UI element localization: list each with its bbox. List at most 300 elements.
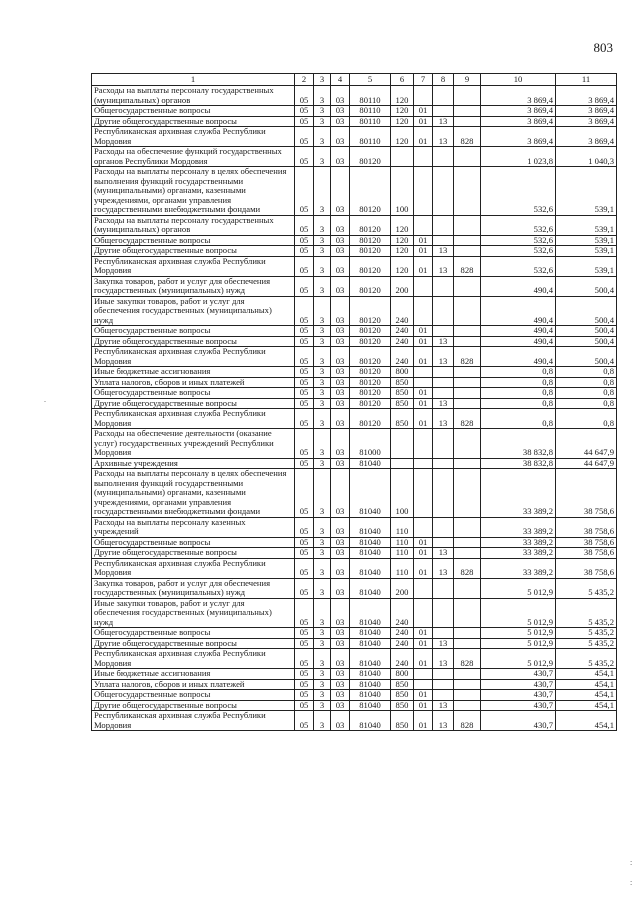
cell-cs: 80120 [350, 377, 391, 388]
cell-sum-2020: 0,8 [556, 388, 617, 399]
header-cell-grbs: 9 [454, 74, 481, 86]
cell-subprogram: 3 [314, 578, 331, 598]
cell-subsection [433, 679, 454, 690]
cell-ministry: 03 [331, 638, 350, 649]
table-row [92, 598, 617, 628]
table-row [92, 458, 617, 469]
cell-sum-2019: 430,7 [481, 690, 556, 701]
cell-subsection [433, 215, 454, 235]
cell-section: 01 [414, 336, 433, 347]
cell-name: Другие общегосударственные вопросы [92, 700, 295, 711]
cell-grbs [454, 377, 481, 388]
cell-grbs [454, 235, 481, 246]
cell-cs: 81040 [350, 690, 391, 701]
table-header [92, 74, 617, 86]
cell-name: Общегосударственные вопросы [92, 326, 295, 337]
cell-grbs [454, 296, 481, 326]
cell-name: Другие общегосударственные вопросы [92, 638, 295, 649]
cell-article: 05 [295, 116, 314, 127]
cell-ministry: 03 [331, 246, 350, 257]
cell-name: Общегосударственные вопросы [92, 628, 295, 639]
cell-ministry: 03 [331, 106, 350, 117]
budget-table [91, 73, 617, 731]
cell-cs: 81040 [350, 537, 391, 548]
cell-section: 01 [414, 628, 433, 639]
cell-name: Иные бюджетные ассигнования [92, 669, 295, 680]
cell-article: 05 [295, 409, 314, 429]
cell-name: Закупка товаров, работ и услуг для обеспечения государственных (муниципальных) нужд [92, 578, 295, 598]
cell-sum-2019: 5 012,9 [481, 628, 556, 639]
cell-sum-2020: 500,4 [556, 336, 617, 347]
cell-subprogram: 3 [314, 388, 331, 399]
cell-subsection [433, 388, 454, 399]
cell-sum-2019: 5 012,9 [481, 578, 556, 598]
cell-name: Иные бюджетные ассигнования [92, 367, 295, 378]
cell-grbs [454, 116, 481, 127]
cell-sum-2019: 33 389,2 [481, 558, 556, 578]
cell-sum-2019: 430,7 [481, 669, 556, 680]
cell-subsection [433, 86, 454, 106]
cell-subprogram: 3 [314, 167, 331, 216]
cell-sum-2020: 0,8 [556, 398, 617, 409]
cell-ministry: 03 [331, 336, 350, 347]
cell-article: 05 [295, 127, 314, 147]
table-row [92, 167, 617, 216]
cell-article: 05 [295, 296, 314, 326]
cell-sum-2019: 5 012,9 [481, 598, 556, 628]
cell-subsection [433, 537, 454, 548]
cell-section [414, 578, 433, 598]
cell-sum-2020: 3 869,4 [556, 86, 617, 106]
cell-subprogram: 3 [314, 679, 331, 690]
table-row [92, 537, 617, 548]
cell-grbs [454, 326, 481, 337]
cell-ministry: 03 [331, 215, 350, 235]
cell-sum-2019: 532,6 [481, 215, 556, 235]
cell-sum-2019: 33 389,2 [481, 469, 556, 518]
margin-mark: : [630, 878, 633, 887]
table-row [92, 367, 617, 378]
cell-vr: 110 [391, 558, 414, 578]
cell-sum-2019: 490,4 [481, 276, 556, 296]
cell-subsection [433, 377, 454, 388]
cell-name: Республиканская архивная служба Республики Мордовия [92, 256, 295, 276]
cell-subsection: 13 [433, 649, 454, 669]
table-row [92, 215, 617, 235]
cell-sum-2019: 5 012,9 [481, 638, 556, 649]
table-row [92, 548, 617, 559]
cell-name: Расходы на выплаты персоналу государственных (муниципальных) органов [92, 86, 295, 106]
cell-cs: 81040 [350, 598, 391, 628]
cell-section: 01 [414, 398, 433, 409]
cell-grbs [454, 578, 481, 598]
cell-ministry: 03 [331, 700, 350, 711]
cell-article: 05 [295, 326, 314, 337]
cell-vr: 240 [391, 296, 414, 326]
table-body [92, 86, 617, 731]
cell-sum-2019: 532,6 [481, 235, 556, 246]
cell-subprogram: 3 [314, 147, 331, 167]
cell-subprogram: 3 [314, 296, 331, 326]
page-number: 803 [593, 40, 613, 55]
cell-name: Другие общегосударственные вопросы [92, 336, 295, 347]
table-row [92, 116, 617, 127]
cell-name: Иные закупки товаров, работ и услуг для обеспечения государственных (муниципальных) нужд [92, 598, 295, 628]
cell-article: 05 [295, 679, 314, 690]
cell-subprogram: 3 [314, 336, 331, 347]
cell-vr: 100 [391, 469, 414, 518]
cell-sum-2020: 3 869,4 [556, 127, 617, 147]
cell-name: Расходы на выплаты персоналу в целях обеспечения выполнения функций государственными (муниципальными) органами, казенными учреждениями, органами управления государственными внебюджетными фондами [92, 469, 295, 518]
cell-name: Закупка товаров, работ и услуг для обеспечения государственных (муниципальных) нужд [92, 276, 295, 296]
cell-cs: 81040 [350, 649, 391, 669]
cell-article: 05 [295, 469, 314, 518]
cell-cs: 80120 [350, 147, 391, 167]
cell-article: 05 [295, 398, 314, 409]
cell-subsection [433, 147, 454, 167]
cell-grbs [454, 628, 481, 639]
header-cell-ministry: 4 [331, 74, 350, 86]
header-cell-sum-2019: 10 [481, 74, 556, 86]
cell-name: Расходы на обеспечение функций государственных органов Республики Мордовия [92, 147, 295, 167]
cell-subsection [433, 458, 454, 469]
cell-sum-2019: 532,6 [481, 167, 556, 216]
cell-subprogram: 3 [314, 548, 331, 559]
cell-subsection [433, 669, 454, 680]
cell-sum-2019: 3 869,4 [481, 106, 556, 117]
cell-cs: 81040 [350, 679, 391, 690]
table-row [92, 235, 617, 246]
cell-ministry: 03 [331, 711, 350, 731]
cell-article: 05 [295, 638, 314, 649]
cell-section: 01 [414, 106, 433, 117]
cell-sum-2019: 430,7 [481, 700, 556, 711]
cell-sum-2020: 454,1 [556, 679, 617, 690]
table-row [92, 517, 617, 537]
cell-name: Общегосударственные вопросы [92, 388, 295, 399]
cell-subprogram: 3 [314, 558, 331, 578]
cell-subsection [433, 106, 454, 117]
cell-article: 05 [295, 86, 314, 106]
table-row [92, 409, 617, 429]
cell-subsection: 13 [433, 246, 454, 257]
cell-section: 01 [414, 246, 433, 257]
cell-cs: 81040 [350, 711, 391, 731]
cell-subprogram: 3 [314, 256, 331, 276]
cell-article: 05 [295, 690, 314, 701]
cell-section [414, 669, 433, 680]
cell-cs: 80120 [350, 326, 391, 337]
cell-cs: 80110 [350, 86, 391, 106]
cell-ministry: 03 [331, 326, 350, 337]
cell-grbs [454, 147, 481, 167]
cell-section: 01 [414, 558, 433, 578]
cell-subprogram: 3 [314, 638, 331, 649]
cell-name: Республиканская архивная служба Республики Мордовия [92, 649, 295, 669]
cell-sum-2020: 539,1 [556, 235, 617, 246]
cell-cs: 80120 [350, 276, 391, 296]
cell-subsection: 13 [433, 638, 454, 649]
cell-subprogram: 3 [314, 669, 331, 680]
cell-vr: 240 [391, 347, 414, 367]
cell-ministry: 03 [331, 537, 350, 548]
cell-grbs [454, 537, 481, 548]
cell-article: 05 [295, 548, 314, 559]
cell-ministry: 03 [331, 127, 350, 147]
cell-cs: 80120 [350, 296, 391, 326]
cell-section [414, 429, 433, 459]
cell-cs: 80110 [350, 127, 391, 147]
cell-cs: 80120 [350, 167, 391, 216]
cell-section: 01 [414, 388, 433, 399]
cell-name: Республиканская архивная служба Республики Мордовия [92, 711, 295, 731]
cell-article: 05 [295, 711, 314, 731]
cell-cs: 81040 [350, 700, 391, 711]
cell-vr: 800 [391, 367, 414, 378]
cell-subsection [433, 469, 454, 518]
cell-cs: 80110 [350, 106, 391, 117]
cell-sum-2019: 490,4 [481, 347, 556, 367]
cell-grbs [454, 398, 481, 409]
cell-sum-2020: 500,4 [556, 347, 617, 367]
cell-ministry: 03 [331, 690, 350, 701]
cell-grbs: 828 [454, 711, 481, 731]
table-row [92, 700, 617, 711]
cell-section [414, 215, 433, 235]
cell-sum-2019: 0,8 [481, 377, 556, 388]
cell-vr: 850 [391, 700, 414, 711]
cell-subsection: 13 [433, 256, 454, 276]
cell-ministry: 03 [331, 558, 350, 578]
cell-sum-2020: 539,1 [556, 246, 617, 257]
cell-sum-2019: 490,4 [481, 326, 556, 337]
cell-subprogram: 3 [314, 235, 331, 246]
cell-subsection [433, 296, 454, 326]
table-row [92, 86, 617, 106]
cell-sum-2020: 44 647,9 [556, 458, 617, 469]
cell-section [414, 276, 433, 296]
cell-subsection: 13 [433, 711, 454, 731]
cell-sum-2020: 539,1 [556, 215, 617, 235]
cell-cs: 80120 [350, 235, 391, 246]
cell-subprogram: 3 [314, 690, 331, 701]
cell-ministry: 03 [331, 598, 350, 628]
cell-article: 05 [295, 215, 314, 235]
cell-vr: 240 [391, 649, 414, 669]
cell-article: 05 [295, 377, 314, 388]
cell-subprogram: 3 [314, 246, 331, 257]
cell-sum-2020: 5 435,2 [556, 578, 617, 598]
cell-article: 05 [295, 167, 314, 216]
cell-vr: 120 [391, 86, 414, 106]
cell-section: 01 [414, 409, 433, 429]
cell-sum-2020: 5 435,2 [556, 638, 617, 649]
cell-grbs: 828 [454, 409, 481, 429]
cell-sum-2020: 3 869,4 [556, 116, 617, 127]
cell-ministry: 03 [331, 458, 350, 469]
header-cell-subprogram: 3 [314, 74, 331, 86]
cell-subsection [433, 167, 454, 216]
cell-sum-2020: 1 040,3 [556, 147, 617, 167]
cell-article: 05 [295, 598, 314, 628]
cell-sum-2019: 490,4 [481, 296, 556, 326]
header-cell-article: 2 [295, 74, 314, 86]
cell-cs: 80120 [350, 388, 391, 399]
cell-subsection [433, 326, 454, 337]
cell-cs: 80120 [350, 367, 391, 378]
cell-article: 05 [295, 458, 314, 469]
cell-subsection [433, 690, 454, 701]
cell-vr [391, 147, 414, 167]
cell-cs: 80110 [350, 116, 391, 127]
cell-sum-2020: 44 647,9 [556, 429, 617, 459]
cell-grbs [454, 598, 481, 628]
table-row [92, 326, 617, 337]
cell-section: 01 [414, 700, 433, 711]
cell-vr: 850 [391, 409, 414, 429]
cell-cs: 81040 [350, 669, 391, 680]
cell-section: 01 [414, 649, 433, 669]
header-cell-vr: 6 [391, 74, 414, 86]
cell-section [414, 517, 433, 537]
cell-vr: 120 [391, 235, 414, 246]
cell-section [414, 458, 433, 469]
cell-sum-2020: 5 435,2 [556, 649, 617, 669]
cell-name: Общегосударственные вопросы [92, 690, 295, 701]
cell-subprogram: 3 [314, 628, 331, 639]
cell-vr: 120 [391, 215, 414, 235]
cell-vr: 120 [391, 116, 414, 127]
cell-sum-2020: 5 435,2 [556, 598, 617, 628]
cell-article: 05 [295, 367, 314, 378]
cell-grbs: 828 [454, 558, 481, 578]
cell-section: 01 [414, 127, 433, 147]
cell-cs: 80120 [350, 215, 391, 235]
cell-sum-2019: 430,7 [481, 711, 556, 731]
cell-subsection [433, 517, 454, 537]
cell-article: 05 [295, 388, 314, 399]
cell-name: Расходы на выплаты персоналу государственных (муниципальных) органов [92, 215, 295, 235]
cell-cs: 81040 [350, 578, 391, 598]
cell-sum-2020: 500,4 [556, 296, 617, 326]
cell-section: 01 [414, 537, 433, 548]
cell-section [414, 377, 433, 388]
table-row [92, 628, 617, 639]
cell-ministry: 03 [331, 167, 350, 216]
cell-ministry: 03 [331, 628, 350, 639]
cell-vr: 120 [391, 127, 414, 147]
cell-section: 01 [414, 235, 433, 246]
cell-section: 01 [414, 116, 433, 127]
cell-grbs [454, 429, 481, 459]
margin-mark: : [630, 858, 633, 867]
cell-grbs: 828 [454, 127, 481, 147]
cell-name: Другие общегосударственные вопросы [92, 548, 295, 559]
cell-name: Общегосударственные вопросы [92, 235, 295, 246]
cell-article: 05 [295, 235, 314, 246]
cell-vr: 850 [391, 388, 414, 399]
cell-vr: 120 [391, 256, 414, 276]
cell-sum-2020: 454,1 [556, 700, 617, 711]
cell-sum-2020: 38 758,6 [556, 548, 617, 559]
cell-vr: 850 [391, 679, 414, 690]
cell-vr: 110 [391, 548, 414, 559]
cell-vr: 240 [391, 336, 414, 347]
cell-section: 01 [414, 548, 433, 559]
cell-article: 05 [295, 347, 314, 367]
cell-vr: 110 [391, 517, 414, 537]
cell-sum-2020: 38 758,6 [556, 469, 617, 518]
table-row [92, 578, 617, 598]
cell-sum-2020: 454,1 [556, 690, 617, 701]
cell-vr: 200 [391, 578, 414, 598]
cell-name: Общегосударственные вопросы [92, 537, 295, 548]
cell-section: 01 [414, 638, 433, 649]
cell-ministry: 03 [331, 669, 350, 680]
cell-sum-2019: 532,6 [481, 256, 556, 276]
cell-sum-2020: 38 758,6 [556, 537, 617, 548]
table-row [92, 690, 617, 701]
cell-section [414, 598, 433, 628]
cell-subsection [433, 628, 454, 639]
cell-sum-2019: 1 023,8 [481, 147, 556, 167]
cell-grbs: 828 [454, 347, 481, 367]
cell-name: Расходы на выплаты персоналу казенных учреждений [92, 517, 295, 537]
cell-subprogram: 3 [314, 367, 331, 378]
cell-ministry: 03 [331, 409, 350, 429]
cell-subsection: 13 [433, 548, 454, 559]
cell-section [414, 367, 433, 378]
cell-subprogram: 3 [314, 537, 331, 548]
cell-name: Общегосударственные вопросы [92, 106, 295, 117]
cell-grbs [454, 469, 481, 518]
cell-subprogram: 3 [314, 127, 331, 147]
cell-sum-2020: 539,1 [556, 167, 617, 216]
cell-grbs [454, 336, 481, 347]
cell-ministry: 03 [331, 649, 350, 669]
cell-grbs [454, 458, 481, 469]
header-cell-name: 1 [92, 74, 295, 86]
cell-sum-2019: 33 389,2 [481, 537, 556, 548]
cell-grbs [454, 638, 481, 649]
cell-sum-2019: 0,8 [481, 409, 556, 429]
cell-section: 01 [414, 347, 433, 367]
cell-subprogram: 3 [314, 347, 331, 367]
cell-vr: 850 [391, 711, 414, 731]
cell-subprogram: 3 [314, 711, 331, 731]
cell-grbs: 828 [454, 649, 481, 669]
cell-cs: 80120 [350, 246, 391, 257]
cell-sum-2019: 3 869,4 [481, 127, 556, 147]
cell-section: 01 [414, 690, 433, 701]
cell-subprogram: 3 [314, 215, 331, 235]
table-row [92, 296, 617, 326]
cell-grbs: 828 [454, 256, 481, 276]
cell-section [414, 469, 433, 518]
table-row [92, 336, 617, 347]
cell-ministry: 03 [331, 578, 350, 598]
cell-vr: 850 [391, 690, 414, 701]
cell-grbs [454, 548, 481, 559]
cell-cs: 81040 [350, 458, 391, 469]
cell-sum-2019: 33 389,2 [481, 548, 556, 559]
table-row [92, 347, 617, 367]
cell-section [414, 679, 433, 690]
cell-cs: 80120 [350, 398, 391, 409]
cell-grbs [454, 86, 481, 106]
cell-section [414, 147, 433, 167]
cell-sum-2019: 0,8 [481, 398, 556, 409]
